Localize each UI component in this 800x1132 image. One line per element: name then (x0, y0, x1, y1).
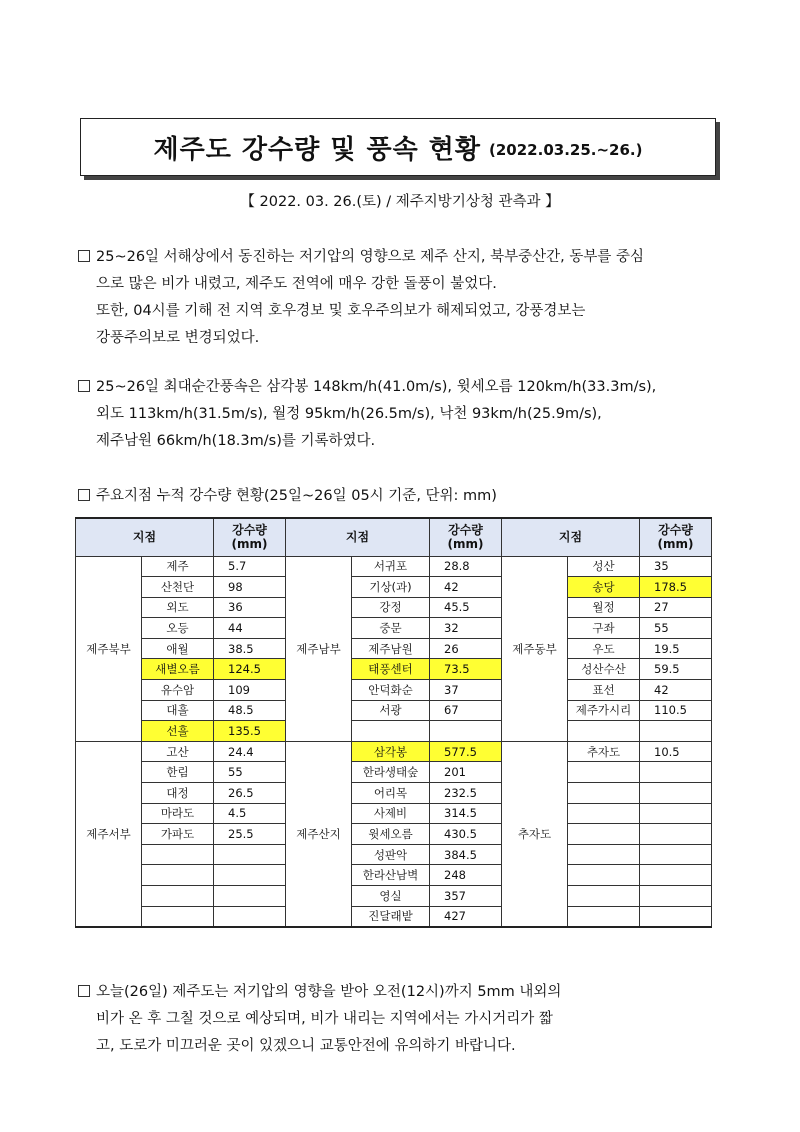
station-cell: 안덕화순 (352, 680, 430, 701)
station-cell: 새별오름 (142, 659, 214, 680)
station-cell (142, 886, 214, 907)
paragraph-rain-summary (78, 244, 724, 352)
region-cell: 제주동부 (502, 556, 568, 741)
rainfall-value-cell: 26.5 (214, 783, 286, 804)
table-row (76, 597, 712, 618)
table-row (76, 741, 712, 762)
station-cell (568, 824, 640, 845)
checkbox-bullet-icon (78, 985, 90, 997)
rainfall-value-cell (640, 844, 712, 865)
table-row (76, 906, 712, 927)
station-cell (568, 783, 640, 804)
paragraph-forecast (78, 979, 724, 1060)
text-line: 강풍주의보로 변경되었다. (96, 330, 260, 346)
text-line: 제주남원 66km/h(18.3m/s)를 기록하였다. (96, 433, 376, 449)
table-row (76, 556, 712, 577)
rainfall-value-cell: 45.5 (430, 597, 502, 618)
rainfall-value-cell (640, 886, 712, 907)
title-box (80, 118, 716, 176)
table-row (76, 803, 712, 824)
rainfall-value-cell (214, 844, 286, 865)
page-title: 제주도 강수량 및 풍속 현황 (153, 134, 482, 165)
rainfall-value-cell (214, 906, 286, 927)
rainfall-value-cell: 55 (214, 762, 286, 783)
dateline: 【 2022. 03. 26.(토) / 제주지방기상청 관측과 】 (240, 194, 560, 210)
table-row (76, 865, 712, 886)
station-cell: 사제비 (352, 803, 430, 824)
region-cell: 제주남부 (286, 556, 352, 741)
rainfall-value-cell (214, 865, 286, 886)
text-line: 25~26일 최대순간풍속은 삼각봉 148km/h(41.0m/s), 윗세오름 120km/h(33.3m/s), (96, 379, 657, 395)
header-station: 지점 (76, 518, 214, 556)
station-cell: 태풍센터 (352, 659, 430, 680)
table-row (76, 680, 712, 701)
station-cell (568, 886, 640, 907)
station-cell: 중문 (352, 618, 430, 639)
station-cell: 영실 (352, 886, 430, 907)
rainfall-value-cell: 384.5 (430, 844, 502, 865)
rainfall-value-cell: 109 (214, 680, 286, 701)
rainfall-table (75, 517, 712, 928)
text-line: 고, 도로가 미끄러운 곳이 있겠으니 교통안전에 유의하기 바랍니다. (96, 1038, 516, 1054)
table-row (76, 721, 712, 742)
rainfall-value-cell: 201 (430, 762, 502, 783)
rainfall-value-cell: 4.5 (214, 803, 286, 824)
station-cell (568, 844, 640, 865)
rainfall-value-cell: 67 (430, 700, 502, 721)
station-cell: 한라산남벽 (352, 865, 430, 886)
region-cell: 제주북부 (76, 556, 142, 741)
rainfall-value-cell (640, 824, 712, 845)
rainfall-value-cell (640, 783, 712, 804)
header-rain-label: 강수량 (448, 523, 483, 538)
station-cell: 표선 (568, 680, 640, 701)
station-cell: 마라도 (142, 803, 214, 824)
table-header-row (76, 518, 712, 556)
rainfall-value-cell: 42 (640, 680, 712, 701)
station-cell (142, 906, 214, 927)
text-line: 오늘(26일) 제주도는 저기압의 영향을 받아 오전(12시)까지 5mm 내외의 (96, 984, 562, 1000)
paragraph-wind-summary (78, 374, 724, 455)
header-rain-unit: (mm) (657, 537, 694, 552)
region-cell: 제주산지 (286, 741, 352, 926)
station-cell: 오등 (142, 618, 214, 639)
checkbox-bullet-icon (78, 250, 90, 262)
station-cell: 가파도 (142, 824, 214, 845)
paragraph-table-caption (78, 483, 724, 510)
rainfall-value-cell: 19.5 (640, 638, 712, 659)
table-row (76, 659, 712, 680)
table-row (76, 700, 712, 721)
rainfall-value-cell: 577.5 (430, 741, 502, 762)
station-cell: 성판악 (352, 844, 430, 865)
table-row (76, 844, 712, 865)
rainfall-value-cell: 35 (640, 556, 712, 577)
station-cell: 고산 (142, 741, 214, 762)
title-period: (2022.03.25.~26.) (489, 141, 643, 159)
station-cell (568, 721, 640, 742)
rainfall-value-cell: 24.4 (214, 741, 286, 762)
rainfall-value-cell: 36 (214, 597, 286, 618)
rainfall-value-cell (640, 762, 712, 783)
station-cell (568, 906, 640, 927)
header-rain-label: 강수량 (232, 523, 267, 538)
rainfall-value-cell: 38.5 (214, 638, 286, 659)
rainfall-value-cell: 178.5 (640, 577, 712, 598)
station-cell: 성산 (568, 556, 640, 577)
table-row (76, 762, 712, 783)
checkbox-bullet-icon (78, 380, 90, 392)
station-cell: 우도 (568, 638, 640, 659)
station-cell: 서광 (352, 700, 430, 721)
header-rain (430, 518, 502, 556)
rainfall-value-cell: 25.5 (214, 824, 286, 845)
rainfall-value-cell: 110.5 (640, 700, 712, 721)
rainfall-value-cell (640, 906, 712, 927)
station-cell (568, 865, 640, 886)
rainfall-value-cell: 42 (430, 577, 502, 598)
station-cell: 강정 (352, 597, 430, 618)
table-row (76, 577, 712, 598)
rainfall-value-cell: 10.5 (640, 741, 712, 762)
header-rain-label: 강수량 (658, 523, 693, 538)
rainfall-value-cell: 427 (430, 906, 502, 927)
text-line: 또한, 04시를 기해 전 지역 호우경보 및 호우주의보가 해제되었고, 강풍경보는 (96, 303, 586, 319)
table-row (76, 618, 712, 639)
text-line: 으로 많은 비가 내렸고, 제주도 전역에 매우 강한 돌풍이 불었다. (96, 276, 497, 292)
station-cell: 유수암 (142, 680, 214, 701)
station-cell: 제주남원 (352, 638, 430, 659)
station-cell: 외도 (142, 597, 214, 618)
station-cell: 산천단 (142, 577, 214, 598)
header-station: 지점 (502, 518, 640, 556)
header-rain-unit: (mm) (231, 537, 268, 552)
station-cell: 대흘 (142, 700, 214, 721)
station-cell: 윗세오름 (352, 824, 430, 845)
rainfall-value-cell: 44 (214, 618, 286, 639)
table-row (76, 886, 712, 907)
station-cell (352, 721, 430, 742)
rainfall-value-cell: 232.5 (430, 783, 502, 804)
text-line: 외도 113km/h(31.5m/s), 월정 95km/h(26.5m/s), 낙천 93km/h(25.9m/s), (96, 406, 602, 422)
rainfall-value-cell: 5.7 (214, 556, 286, 577)
header-rain-unit: (mm) (447, 537, 484, 552)
station-cell: 삼각봉 (352, 741, 430, 762)
rainfall-value-cell: 59.5 (640, 659, 712, 680)
text-line: 25~26일 서해상에서 동진하는 저기압의 영향으로 제주 산지, 북부중산간, 동부를 중심 (96, 249, 644, 265)
station-cell: 선흘 (142, 721, 214, 742)
rainfall-value-cell: 73.5 (430, 659, 502, 680)
station-cell (142, 844, 214, 865)
rainfall-value-cell: 26 (430, 638, 502, 659)
checkbox-bullet-icon (78, 489, 90, 501)
station-cell: 한라생태숲 (352, 762, 430, 783)
rainfall-value-cell: 27 (640, 597, 712, 618)
station-cell: 기상(과) (352, 577, 430, 598)
station-cell: 추자도 (568, 741, 640, 762)
station-cell: 월정 (568, 597, 640, 618)
rainfall-value-cell (640, 803, 712, 824)
rainfall-value-cell (214, 886, 286, 907)
rainfall-value-cell: 98 (214, 577, 286, 598)
rainfall-value-cell (430, 721, 502, 742)
station-cell: 진달래밭 (352, 906, 430, 927)
header-station: 지점 (286, 518, 430, 556)
station-cell: 어리목 (352, 783, 430, 804)
station-cell: 구좌 (568, 618, 640, 639)
table-caption: 주요지점 누적 강수량 현황(25일~26일 05시 기준, 단위: mm) (96, 488, 497, 504)
rainfall-value-cell (640, 721, 712, 742)
table-row (76, 638, 712, 659)
station-cell: 성산수산 (568, 659, 640, 680)
rainfall-value-cell: 430.5 (430, 824, 502, 845)
station-cell: 서귀포 (352, 556, 430, 577)
rainfall-value-cell: 357 (430, 886, 502, 907)
region-cell: 제주서부 (76, 741, 142, 926)
rainfall-value-cell: 248 (430, 865, 502, 886)
rainfall-value-cell: 124.5 (214, 659, 286, 680)
station-cell: 대정 (142, 783, 214, 804)
station-cell (568, 762, 640, 783)
station-cell: 제주가시리 (568, 700, 640, 721)
rainfall-value-cell: 28.8 (430, 556, 502, 577)
station-cell: 애월 (142, 638, 214, 659)
rainfall-value-cell: 32 (430, 618, 502, 639)
station-cell: 한림 (142, 762, 214, 783)
station-cell (568, 803, 640, 824)
rainfall-value-cell (640, 865, 712, 886)
rainfall-value-cell: 48.5 (214, 700, 286, 721)
text-line: 비가 온 후 그칠 것으로 예상되며, 비가 내리는 지역에서는 가시거리가 짧 (96, 1011, 553, 1027)
rainfall-value-cell: 55 (640, 618, 712, 639)
station-cell (142, 865, 214, 886)
table-row (76, 824, 712, 845)
rainfall-value-cell: 135.5 (214, 721, 286, 742)
table-row (76, 783, 712, 804)
header-rain (640, 518, 712, 556)
region-cell: 추자도 (502, 741, 568, 926)
station-cell: 제주 (142, 556, 214, 577)
rainfall-value-cell: 314.5 (430, 803, 502, 824)
station-cell: 송당 (568, 577, 640, 598)
header-rain (214, 518, 286, 556)
rainfall-value-cell: 37 (430, 680, 502, 701)
